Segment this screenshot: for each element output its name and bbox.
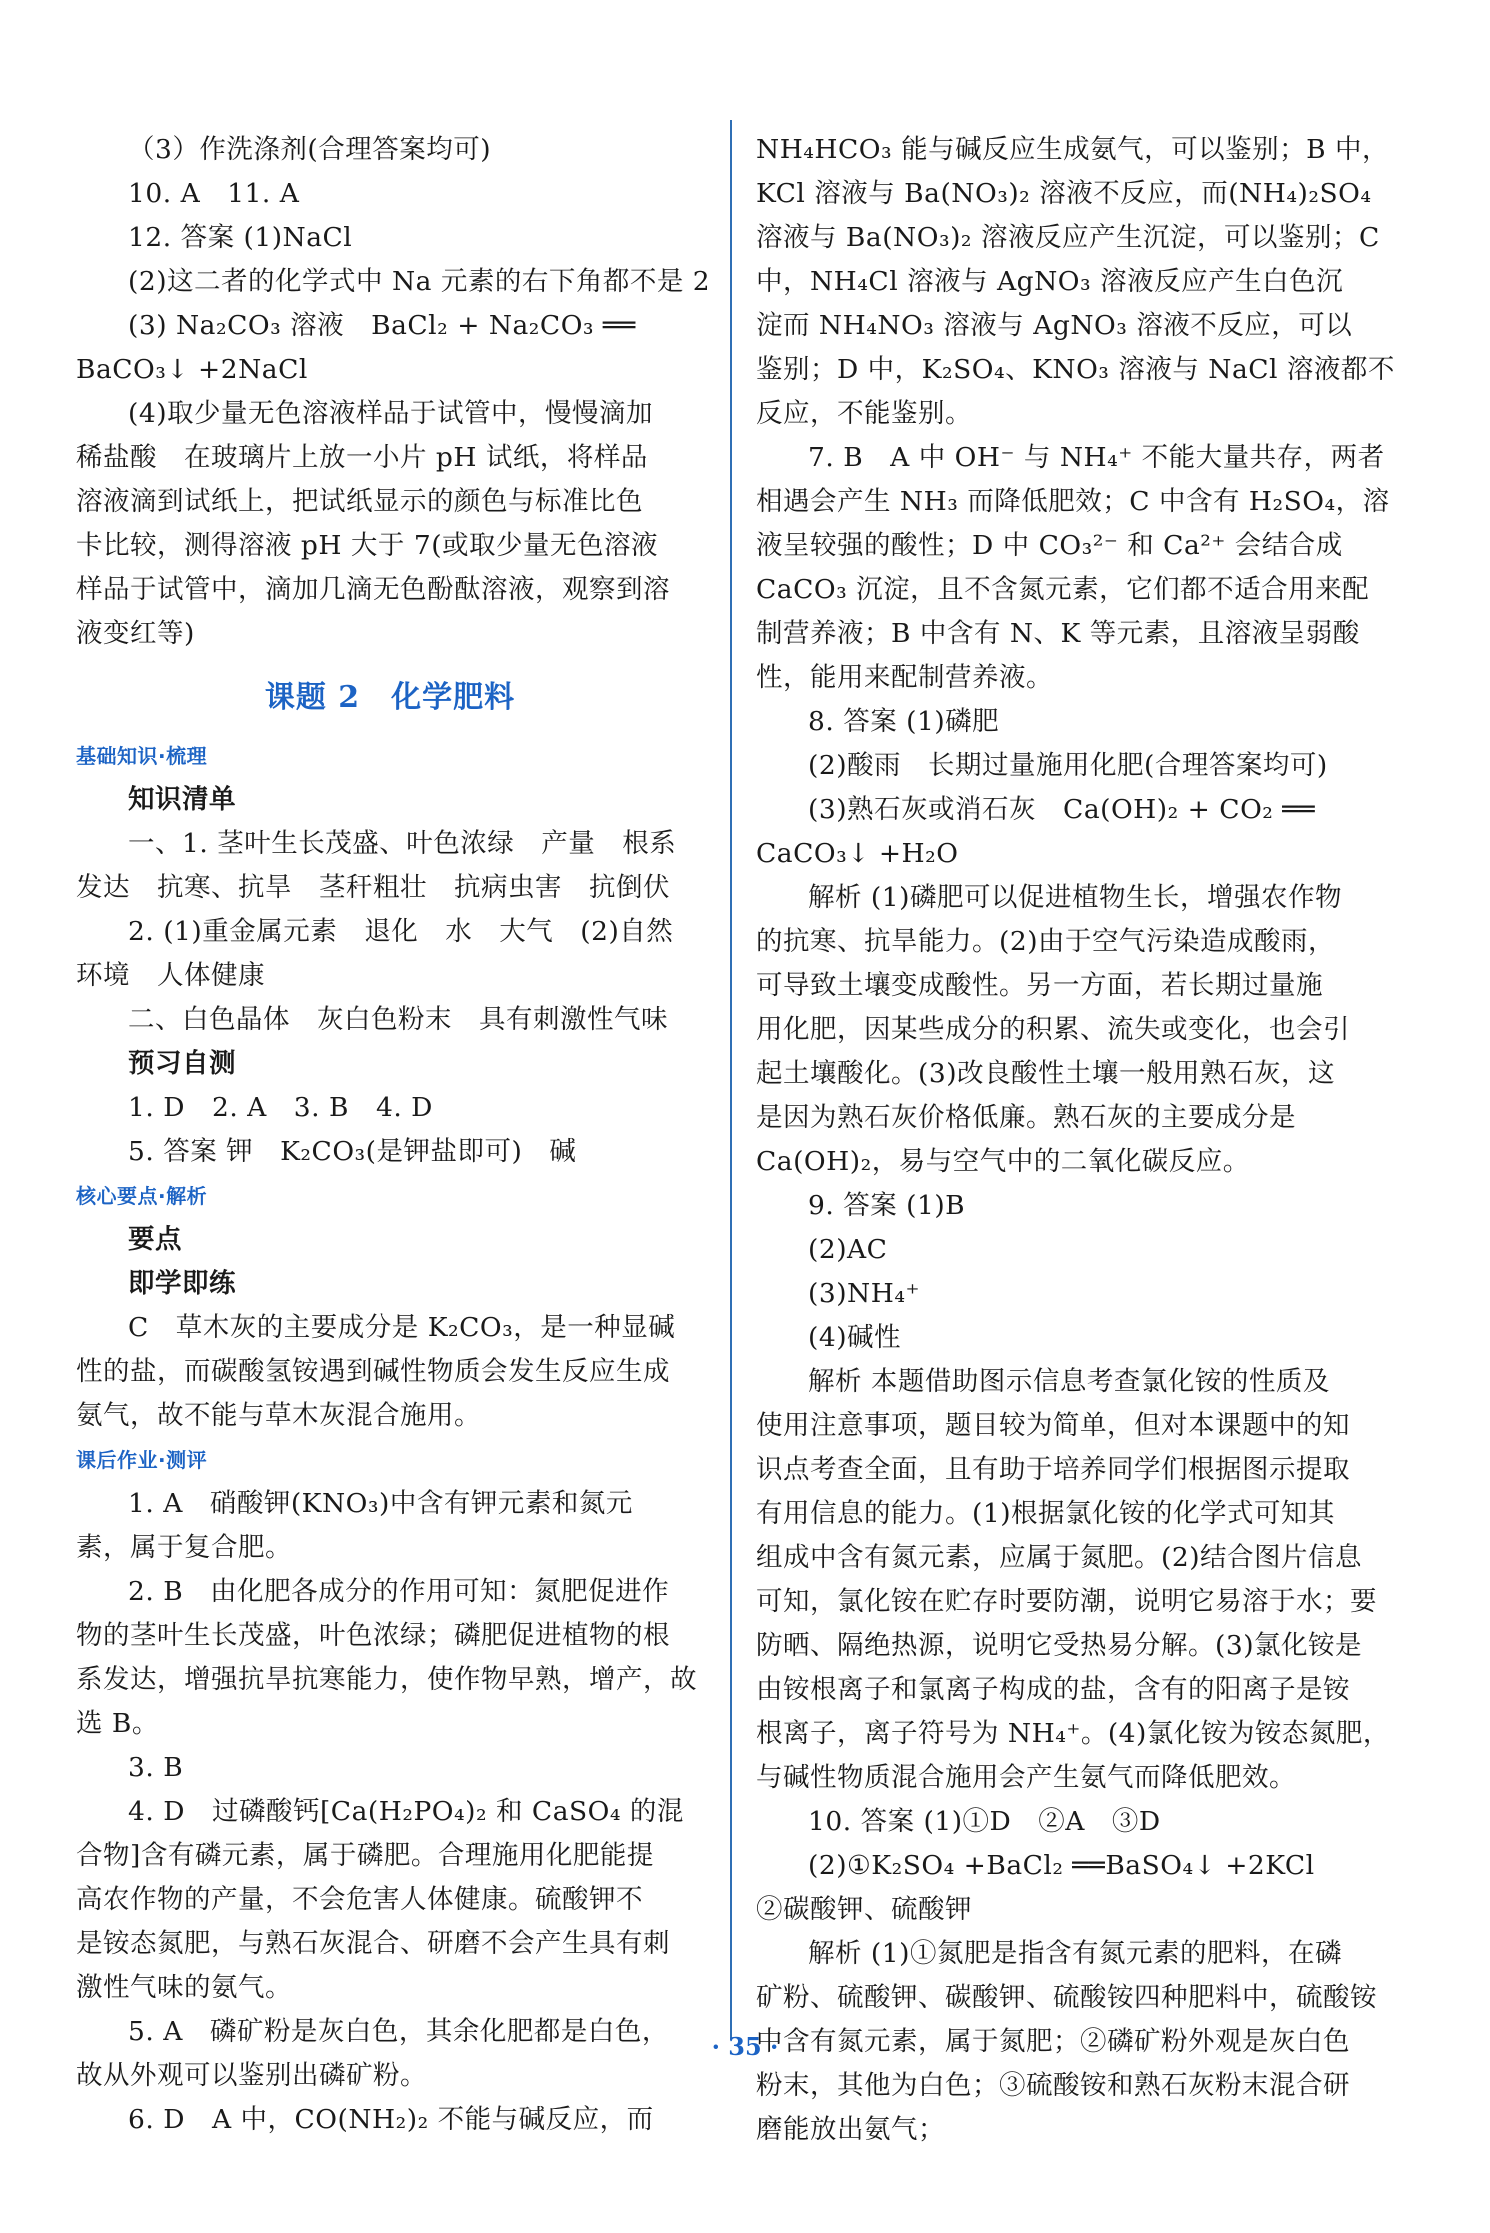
text-line: 中，NH₄Cl 溶液与 AgNO₃ 溶液反应产生白色沉 [756, 266, 1344, 297]
text-line: 样品于试管中，滴加几滴无色酚酞溶液，观察到溶 [76, 574, 670, 605]
right-column [756, 128, 1395, 2152]
text-line: 3. B [128, 1752, 184, 1783]
text-line: 使用注意事项，题目较为简单，但对本课题中的知 [756, 1410, 1350, 1441]
text-line: (4)取少量无色溶液样品于试管中，慢慢滴加 [128, 398, 654, 429]
text-line: (4)碱性 [808, 1322, 902, 1353]
text-line: 解析 (1)①氮肥是指含有氮元素的肥料，在磷 [808, 1938, 1342, 1969]
text-line: 8. 答案 (1)磷肥 [808, 706, 1000, 737]
text-line: 选 B。 [76, 1708, 159, 1739]
text-line: 5. A 磷矿粉是灰白色，其余化肥都是白色， [128, 2016, 669, 2047]
left-column [76, 128, 711, 2142]
text-line: Ca(OH)₂，易与空气中的二氧化碳反应。 [756, 1146, 1250, 1177]
text-line: （3）作洗涤剂(合理答案均可) [128, 134, 492, 165]
text-line: 与碱性物质混合施用会产生氨气而降低肥效。 [756, 1762, 1296, 1793]
text-line: 5. 答案 钾 K₂CO₃(是钾盐即可) 碱 [128, 1136, 577, 1167]
text-line: 高农作物的产量，不会危害人体健康。硫酸钾不 [76, 1884, 643, 1915]
text-line: 液呈较强的酸性；D 中 CO₃²⁻ 和 Ca²⁺ 会结合成 [756, 530, 1343, 561]
text-line: 6. D A 中，CO(NH₂)₂ 不能与碱反应，而 [128, 2104, 654, 2135]
text-line: 10. A 11. A [128, 178, 300, 209]
text-line: CaCO₃↓ +H₂O [756, 838, 959, 869]
text-line: KCl 溶液与 Ba(NO₃)₂ 溶液不反应，而(NH₄)₂SO₄ [756, 178, 1372, 209]
subheading: 知识清单 [128, 784, 236, 815]
text-line: 氨气，故不能与草木灰混合施用。 [76, 1400, 481, 1431]
text-line: (3) Na₂CO₃ 溶液 BaCl₂ + Na₂CO₃ ══ [128, 310, 636, 341]
text-line: 制营养液；B 中含有 N、K 等元素，且溶液呈弱酸 [756, 618, 1360, 649]
text-line: 卡比较，测得溶液 pH 大于 7(或取少量无色溶液 [76, 530, 659, 561]
text-line: NH₄HCO₃ 能与碱反应生成氨气，可以鉴别；B 中， [756, 134, 1389, 165]
text-line: 矿粉、硫酸钾、碳酸钾、硫酸铵四种肥料中，硫酸铵 [756, 1982, 1377, 2013]
text-line: 激性气味的氨气。 [76, 1972, 292, 2003]
text-line: 1. A 硝酸钾(KNO₃)中含有钾元素和氮元 [128, 1488, 633, 1519]
text-line: 9. 答案 (1)B [808, 1190, 966, 1221]
text-line: 10. 答案 (1)①D ②A ③D [808, 1806, 1161, 1837]
subheading: 预习自测 [128, 1048, 236, 1079]
section-heading: 课后作业·测评 [76, 1448, 208, 1472]
text-line: 1. D 2. A 3. B 4. D [128, 1092, 433, 1123]
text-line: 环境 人体健康 [76, 960, 265, 991]
text-line: (2)①K₂SO₄ +BaCl₂ ══BaSO₄↓ +2KCl [808, 1850, 1315, 1881]
text-line: 稀盐酸 在玻璃片上放一小片 pH 试纸，将样品 [76, 442, 648, 473]
text-line: 用化肥，因某些成分的积累、流失或变化，也会引 [756, 1014, 1350, 1045]
text-line: (3)NH₄⁺ [808, 1278, 920, 1309]
text-line: 防晒、隔绝热源，说明它受热易分解。(3)氯化铵是 [756, 1630, 1363, 1661]
section-title: 课题 2 化学肥料 [264, 680, 516, 715]
text-line: 的抗寒、抗旱能力。(2)由于空气污染造成酸雨， [756, 926, 1336, 957]
text-line: 鉴别；D 中，K₂SO₄、KNO₃ 溶液与 NaCl 溶液都不 [756, 354, 1395, 385]
text-line: 是铵态氮肥，与熟石灰混合、研磨不会产生具有刺 [76, 1928, 670, 1959]
column-divider [730, 120, 732, 2040]
text-line: BaCO₃↓ +2NaCl [76, 354, 308, 385]
text-line: 液变红等) [76, 618, 195, 649]
text-line: 有用信息的能力。(1)根据氯化铵的化学式可知其 [756, 1498, 1336, 1529]
text-line: 是因为熟石灰价格低廉。熟石灰的主要成分是 [756, 1102, 1296, 1133]
text-line: (2)AC [808, 1234, 888, 1265]
text-line: ②碳酸钾、硫酸钾 [756, 1894, 972, 1925]
subheading: 即学即练 [128, 1268, 236, 1299]
text-line: 故从外观可以鉴别出磷矿粉。 [76, 2060, 427, 2091]
text-line: 反应，不能鉴别。 [756, 398, 972, 429]
text-line: 溶液滴到试纸上，把试纸显示的颜色与标准比色 [76, 486, 643, 517]
text-line: 性的盐，而碳酸氢铵遇到碱性物质会发生反应生成 [76, 1356, 670, 1387]
text-line: 组成中含有氮元素，应属于氮肥。(2)结合图片信息 [756, 1542, 1363, 1573]
text-line: 可知，氯化铵在贮存时要防潮，说明它易溶于水；要 [756, 1586, 1377, 1617]
text-line: 可导致土壤变成酸性。另一方面，若长期过量施 [756, 970, 1323, 1001]
text-line: 相遇会产生 NH₃ 而降低肥效；C 中含有 H₂SO₄，溶 [756, 486, 1390, 517]
text-line: (3)熟石灰或消石灰 Ca(OH)₂ + CO₂ ══ [808, 794, 1316, 825]
text-line: 磨能放出氨气； [756, 2114, 945, 2145]
section-heading: 基础知识·梳理 [76, 744, 208, 768]
page-number: · 35 · [711, 2032, 779, 2061]
text-line: 2. (1)重金属元素 退化 水 大气 (2)自然 [128, 916, 674, 947]
section-heading: 核心要点·解析 [76, 1184, 208, 1208]
text-line: 解析 (1)磷肥可以促进植物生长，增强农作物 [808, 882, 1342, 913]
text-line: 发达 抗寒、抗旱 茎秆粗壮 抗病虫害 抗倒伏 [76, 872, 670, 903]
text-line: 起土壤酸化。(3)改良酸性土壤一般用熟石灰，这 [756, 1058, 1336, 1089]
text-line: C 草木灰的主要成分是 K₂CO₃，是一种显碱 [128, 1312, 676, 1343]
text-line: 溶液与 Ba(NO₃)₂ 溶液反应产生沉淀，可以鉴别；C [756, 222, 1380, 253]
text-line: CaCO₃ 沉淀，且不含氮元素，它们都不适合用来配 [756, 574, 1370, 605]
text-line: 系发达，增强抗旱抗寒能力，使作物早熟，增产，故 [76, 1664, 697, 1695]
text-line: 由铵根离子和氯离子构成的盐，含有的阳离子是铵 [756, 1674, 1350, 1705]
text-line: 物的茎叶生长茂盛，叶色浓绿；磷肥促进植物的根 [76, 1620, 670, 1651]
text-line: 性，能用来配制营养液。 [756, 662, 1053, 693]
text-line: 7. B A 中 OH⁻ 与 NH₄⁺ 不能大量共存，两者 [808, 442, 1385, 473]
text-line: 二、白色晶体 灰白色粉末 具有刺激性气味 [128, 1004, 668, 1035]
text-line: 素，属于复合肥。 [76, 1532, 292, 1563]
text-line: (2)这二者的化学式中 Na 元素的右下角都不是 2 [128, 266, 711, 297]
text-line: 4. D 过磷酸钙[Ca(H₂PO₄)₂ 和 CaSO₄ 的混 [128, 1796, 684, 1827]
text-line: 识点考查全面，且有助于培养同学们根据图示提取 [756, 1454, 1350, 1485]
subheading: 要点 [128, 1224, 182, 1255]
text-line: 淀而 NH₄NO₃ 溶液与 AgNO₃ 溶液不反应，可以 [756, 310, 1353, 341]
text-line: 12. 答案 (1)NaCl [128, 222, 353, 253]
text-line: 根离子，离子符号为 NH₄⁺。(4)氯化铵为铵态氮肥， [756, 1718, 1390, 1749]
text-line: 合物]含有磷元素，属于磷肥。合理施用化肥能提 [76, 1840, 654, 1871]
text-line: 中含有氮元素，属于氮肥；②磷矿粉外观是灰白色 [756, 2026, 1350, 2057]
text-line: 粉末，其他为白色；③硫酸铵和熟石灰粉末混合研 [756, 2070, 1350, 2101]
text-line: 解析 本题借助图示信息考查氯化铵的性质及 [808, 1366, 1330, 1397]
text-line: (2)酸雨 长期过量施用化肥(合理答案均可) [808, 750, 1328, 781]
text-line: 2. B 由化肥各成分的作用可知：氮肥促进作 [128, 1576, 670, 1607]
text-line: 一、1. 茎叶生长茂盛、叶色浓绿 产量 根系 [128, 828, 677, 859]
